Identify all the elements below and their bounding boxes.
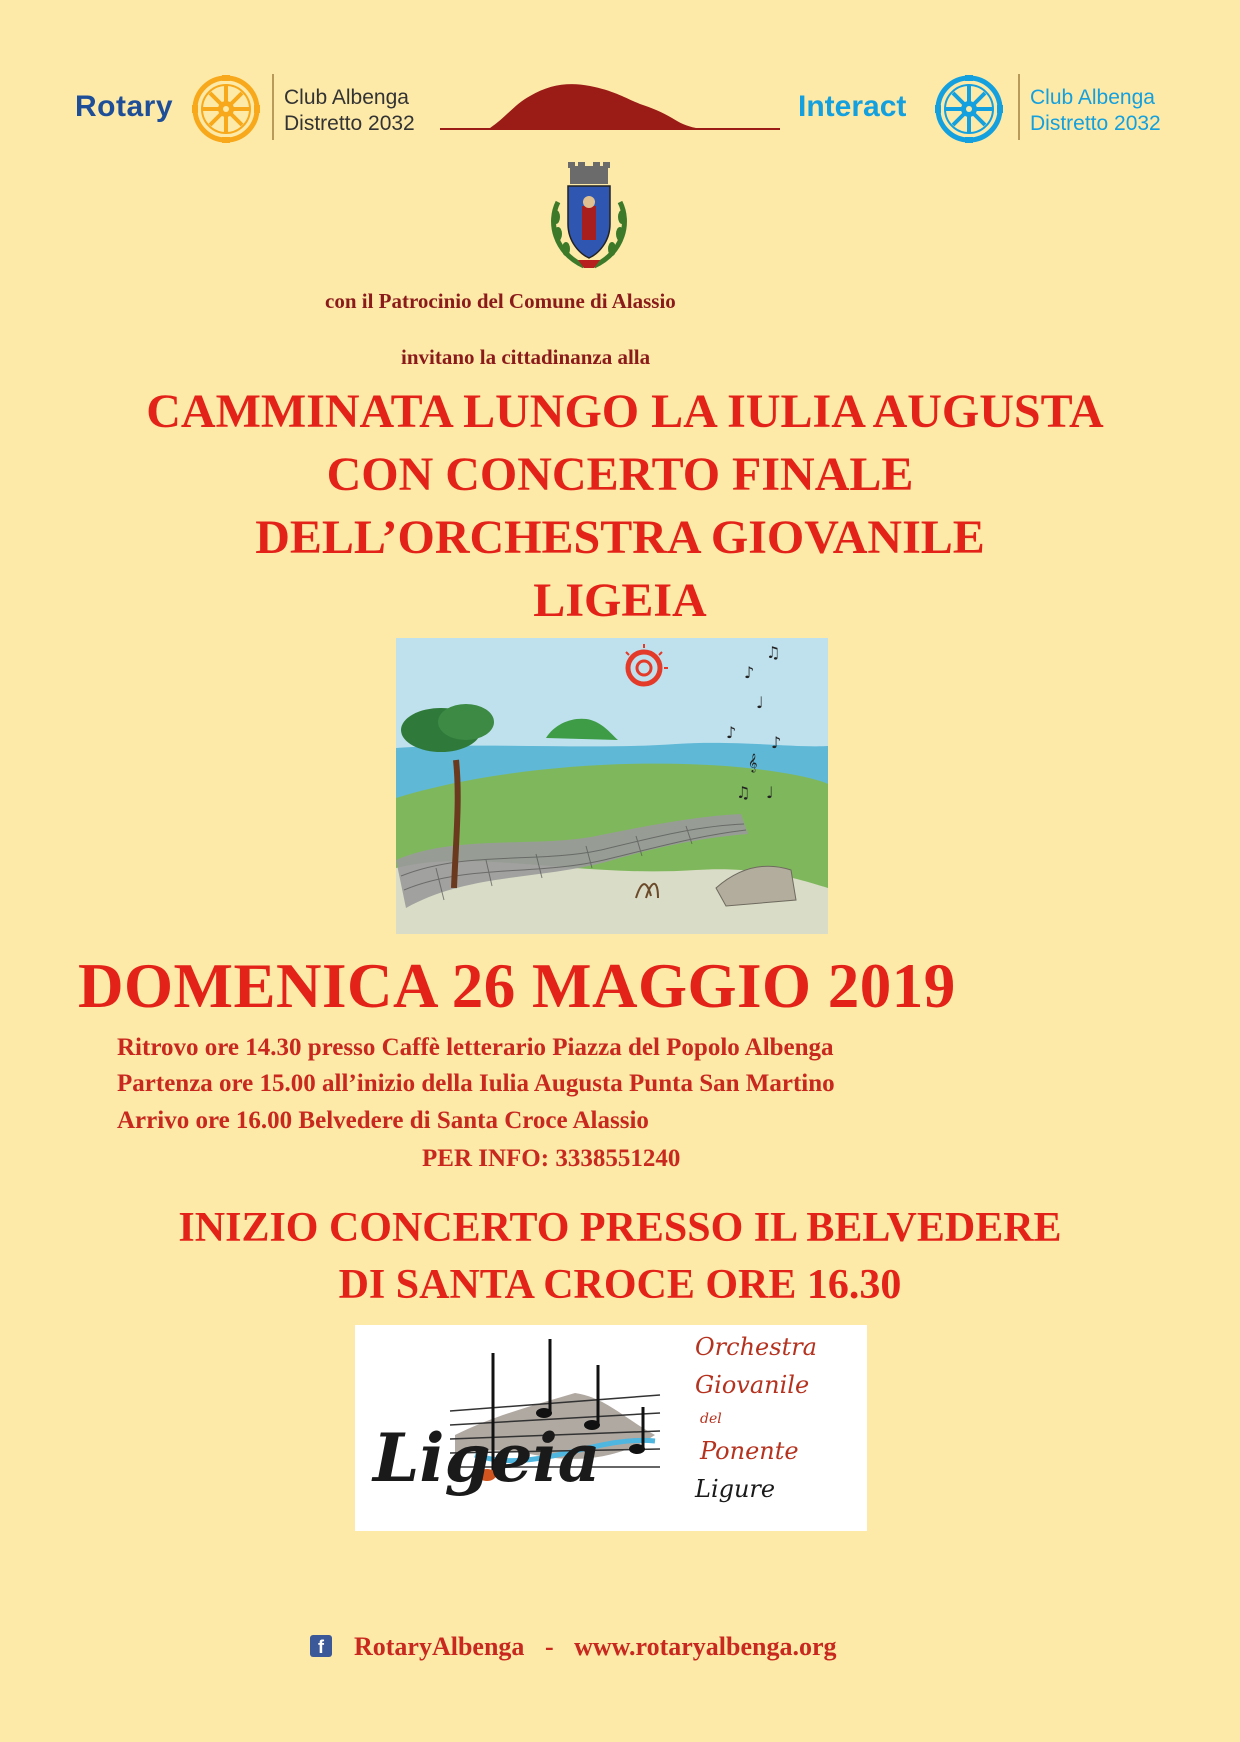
interact-club-text bbox=[1030, 85, 1161, 137]
svg-text:♩: ♩ bbox=[766, 783, 774, 802]
logo-word-orchestra: Orchestra bbox=[695, 1333, 817, 1361]
title-line: CAMMINATA LUNGO LA IULIA AUGUSTA bbox=[146, 385, 1104, 438]
facebook-icon[interactable]: f bbox=[310, 1635, 332, 1657]
footer-separator: - bbox=[544, 1632, 554, 1661]
svg-text:♫: ♫ bbox=[736, 783, 751, 802]
ligeia-orchestra-logo bbox=[355, 1325, 867, 1531]
svg-text:♪: ♪ bbox=[726, 723, 737, 742]
title-line: DELL’ORCHESTRA GIOVANILE bbox=[255, 511, 985, 564]
website-link[interactable]: www.rotaryalbenga.org bbox=[574, 1632, 837, 1661]
interact-divider bbox=[1018, 74, 1020, 140]
rotary-club-text bbox=[284, 85, 415, 137]
concert-announcement bbox=[0, 1200, 1240, 1314]
interact-club-name: Club Albenga bbox=[1030, 86, 1155, 109]
mountain-silhouette-icon bbox=[440, 78, 780, 134]
rotary-brand: Rotary bbox=[75, 90, 174, 123]
rotary-divider bbox=[272, 74, 274, 140]
concert-line: INIZIO CONCERTO PRESSO IL BELVEDERE bbox=[178, 1205, 1062, 1251]
interact-district: Distretto 2032 bbox=[1030, 112, 1161, 135]
svg-text:♪: ♪ bbox=[744, 663, 755, 682]
logo-word-ponente: Ponente bbox=[700, 1437, 799, 1465]
svg-text:♩: ♩ bbox=[756, 693, 764, 712]
rotary-district: Distretto 2032 bbox=[284, 112, 415, 135]
interact-brand: Interact bbox=[798, 90, 907, 123]
schedule-line-arrival: Arrivo ore 16.00 Belvedere di Santa Croce Alassio bbox=[117, 1107, 649, 1134]
svg-text:♫: ♫ bbox=[766, 643, 781, 662]
footer bbox=[310, 1632, 837, 1662]
event-title bbox=[0, 380, 1240, 632]
title-line: LIGEIA bbox=[533, 574, 707, 627]
info-phone: PER INFO: 3338551240 bbox=[422, 1145, 681, 1172]
logo-word-ligure: Ligure bbox=[695, 1475, 776, 1503]
ligeia-logo-name: Ligeia bbox=[373, 1419, 601, 1497]
rotary-wheel-icon bbox=[192, 75, 260, 143]
svg-text:𝄞: 𝄞 bbox=[748, 753, 758, 772]
schedule-line-departure: Partenza ore 15.00 all’inizio della Iulia Augusta Punta San Martino bbox=[117, 1070, 835, 1097]
invitation-text: invitano la cittadinanza alla bbox=[401, 345, 651, 369]
event-date: DOMENICA 26 MAGGIO 2019 bbox=[78, 951, 956, 1021]
title-line: CON CONCERTO FINALE bbox=[326, 448, 914, 501]
alassio-coat-of-arms-icon bbox=[548, 162, 630, 272]
svg-text:♪: ♪ bbox=[771, 733, 782, 752]
logo-word-giovanile: Giovanile bbox=[695, 1371, 810, 1399]
interact-wheel-icon bbox=[935, 75, 1003, 143]
rotary-club-name: Club Albenga bbox=[284, 86, 409, 109]
logo-word-del: del bbox=[700, 1411, 722, 1427]
facebook-page-link[interactable]: RotaryAlbenga bbox=[354, 1632, 525, 1661]
landscape-drawing-image bbox=[396, 638, 828, 934]
concert-line: DI SANTA CROCE ORE 16.30 bbox=[338, 1262, 902, 1308]
schedule-line-meeting: Ritrovo ore 14.30 presso Caffè letterario Piazza del Popolo Albenga bbox=[117, 1034, 834, 1061]
patronage-text: con il Patrocinio del Comune di Alassio bbox=[325, 289, 676, 313]
